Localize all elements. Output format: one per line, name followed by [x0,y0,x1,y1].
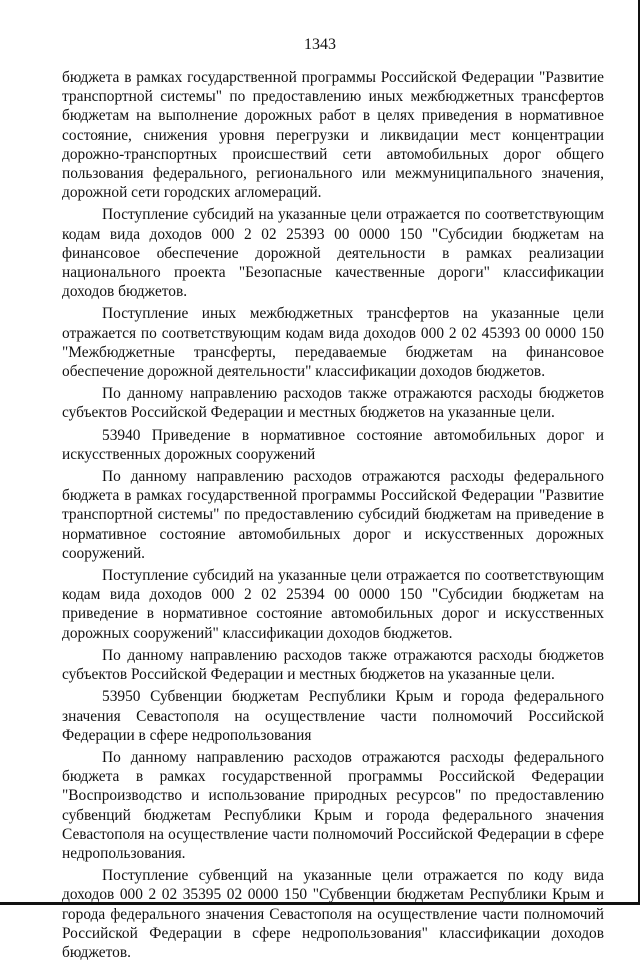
paragraph-11: Поступление субвенций на указанные цели отражается по коду вида доходов 000 2 02 35395 02 0000 150 "Субвенции бюджетам Республики Крым и города федерального значения Севастополя на осуществление части полномочий Российской Федерации в сфере недропользования" классификации доходов бюджетов. [62,867,604,961]
paragraph-2: Поступление субсидий на указанные цели отражается по соответствующим кодам вида доходов 000 2 02 25393 00 0000 150 "Субсидии бюджетам на финансовое обеспечение дорожной деятельности в рамках реализации национального проекта "Безопасные качественные дороги" классификации доходов бюджетов. [62,206,604,301]
document-body [62,68,604,965]
paragraph-3: Поступление иных межбюджетных трансфертов на указанные цели отражается по соответствующим кодам вида доходов 000 2 02 45393 00 0000 150 "Межбюджетные трансферты, передаваемые бюджетам на финансовое обеспечение дорожной деятельности" классификации доходов бюджетов. [62,305,604,381]
paragraph-4: По данному направлению расходов также отражаются расходы бюджетов субъектов Российской Федерации и местных бюджетов на указанные цели. [62,385,604,422]
paragraph-10: По данному направлению расходов отражаются расходы федерального бюджета в рамках государственной программы Российской Федерации "Воспроизводство и использование природных ресурсов" по предоставлению субвенций бюджетам Республики Крым и города федерального значения Севастополя на осуществление части полномочий Российской Федерации в сфере недропользования. [62,748,604,862]
paragraph-7: Поступление субсидий на указанные цели отражается по соответствующим кодам вида доходов 000 2 02 25394 00 0000 150 "Субсидии бюджетам на приведение в нормативное состояние автомобильных дорог и искусственных дорожных сооружений" классификации доходов бюджетов. [62,567,604,642]
paragraph-8: По данному направлению расходов также отражаются расходы бюджетов субъектов Российской Федерации и местных бюджетов на указанные цели. [62,646,604,684]
section-heading-53940: 53940 Приведение в нормативное состояние автомобильных дорог и искусственных дорожных сооружений [62,426,604,463]
paragraph-6: По данному направлению расходов отражаются расходы федерального бюджета в рамках государственной программы Российской Федерации "Развитие транспортной системы" по предоставлению субсидий бюджетам на приведение в нормативное состояние автомобильных дорог и искусственных дорожных сооружений. [62,468,604,562]
page-number: 1343 [304,36,336,53]
paragraph-1: бюджета в рамках государственной программы Российской Федерации "Развитие транспортной системы" по предоставлению иных межбюджетных трансфертов бюджетам на выполнение дорожных работ в целях приведения в нормативное состояние, снижения уровня перегрузки и ликвидации мест концентрации дорожно-транспортных происшествий сети автомобильных дорог общего пользования федерального, регионального или межмуниципального значения, дорожной сети городских агломераций. [62,69,604,202]
section-heading-53950: 53950 Субвенции бюджетам Республики Крым и города федерального значения Севастополя на осуществление части полномочий Российской Федерации в сфере недропользования [62,688,604,744]
